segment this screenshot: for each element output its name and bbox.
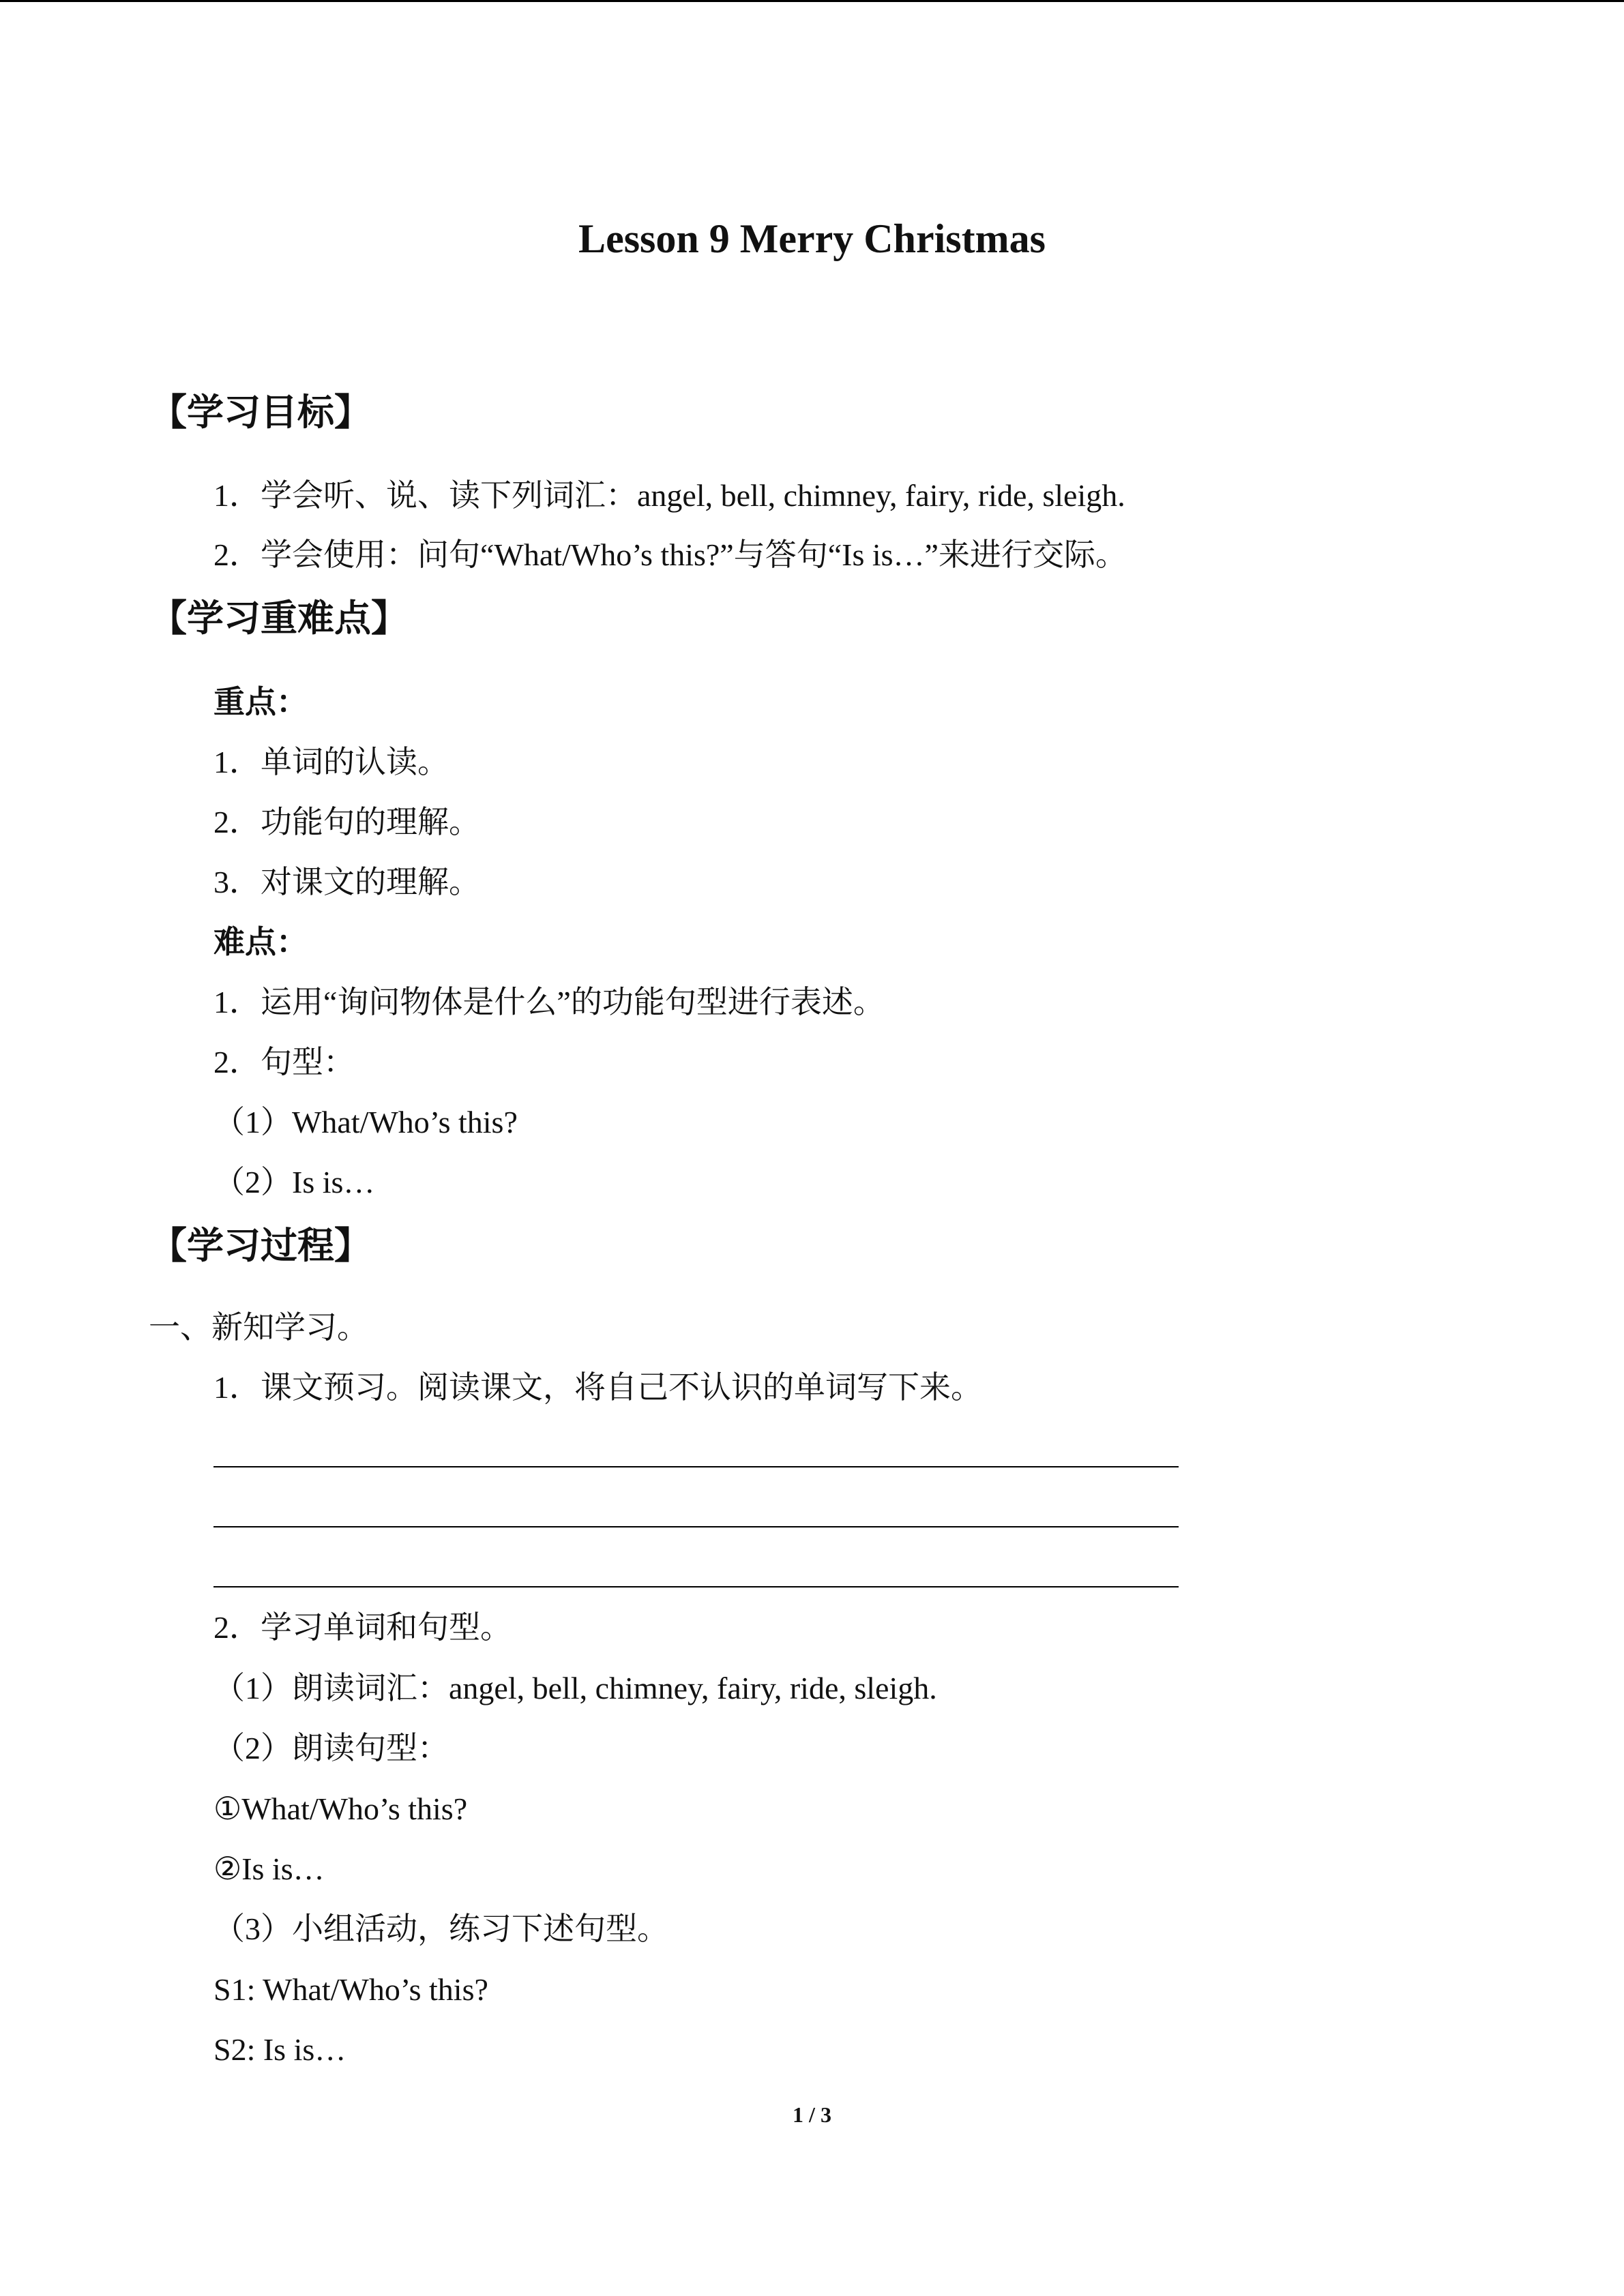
difficulty-item-3: （1）What/Who’s this? [213, 1105, 518, 1139]
step2-item-6: S1: What/Who’s this? [213, 1972, 488, 2007]
step2-item-4: ②Is is… [213, 1851, 325, 1886]
focus-item-1: 1．单词的认读。 [213, 745, 449, 779]
page-number: 1 / 3 [793, 2102, 831, 2127]
page-title: Lesson 9 Merry Christmas [578, 216, 1046, 261]
focus-label: 重点： [213, 685, 308, 719]
answer-line[interactable] [213, 1586, 1179, 1587]
focus-item-2: 2．功能句的理解。 [213, 805, 480, 839]
focus-item-3: 3．对课文的理解。 [213, 865, 480, 899]
step2-item-5: （3）小组活动，练习下述句型。 [213, 1911, 668, 1946]
step2-item-7: S2: Is is… [213, 2032, 346, 2067]
process-heading: 【学习过程】 [150, 1224, 371, 1267]
step2-item-3: ①What/Who’s this? [213, 1791, 468, 1826]
step2-item-1: （1）朗读词汇：angel, bell, chimney, fairy, ride, sleigh. [213, 1671, 937, 1705]
difficulty-label: 难点： [213, 925, 308, 959]
difficulty-item-1: 1．运用“询问物体是什么”的功能句型进行表述。 [213, 985, 885, 1019]
goals-heading: 【学习目标】 [150, 391, 371, 434]
step1-text: 1．课文预习。阅读课文，将自己不认识的单词写下来。 [213, 1370, 982, 1405]
difficulty-item-2: 2．句型： [213, 1045, 355, 1079]
step2-item-2: （2）朗读句型： [213, 1731, 449, 1765]
difficulty-item-4: （2）Is is… [213, 1165, 375, 1199]
page-top-border [0, 0, 1624, 2]
keypoints-heading: 【学习重难点】 [150, 597, 408, 640]
answer-line[interactable] [213, 1526, 1179, 1527]
part1-title: 一、新知学习。 [149, 1310, 368, 1345]
answer-line[interactable] [213, 1466, 1179, 1467]
goal-item-1: 1．学会听、说、读下列词汇：angel, bell, chimney, fairy, ride, sleigh. [213, 478, 1125, 513]
goal-item-2: 2．学会使用：问句“What/Who’s this?”与答句“Is is…”来进行交际。 [213, 537, 1127, 572]
step2-text: 2．学习单词和句型。 [213, 1610, 512, 1645]
